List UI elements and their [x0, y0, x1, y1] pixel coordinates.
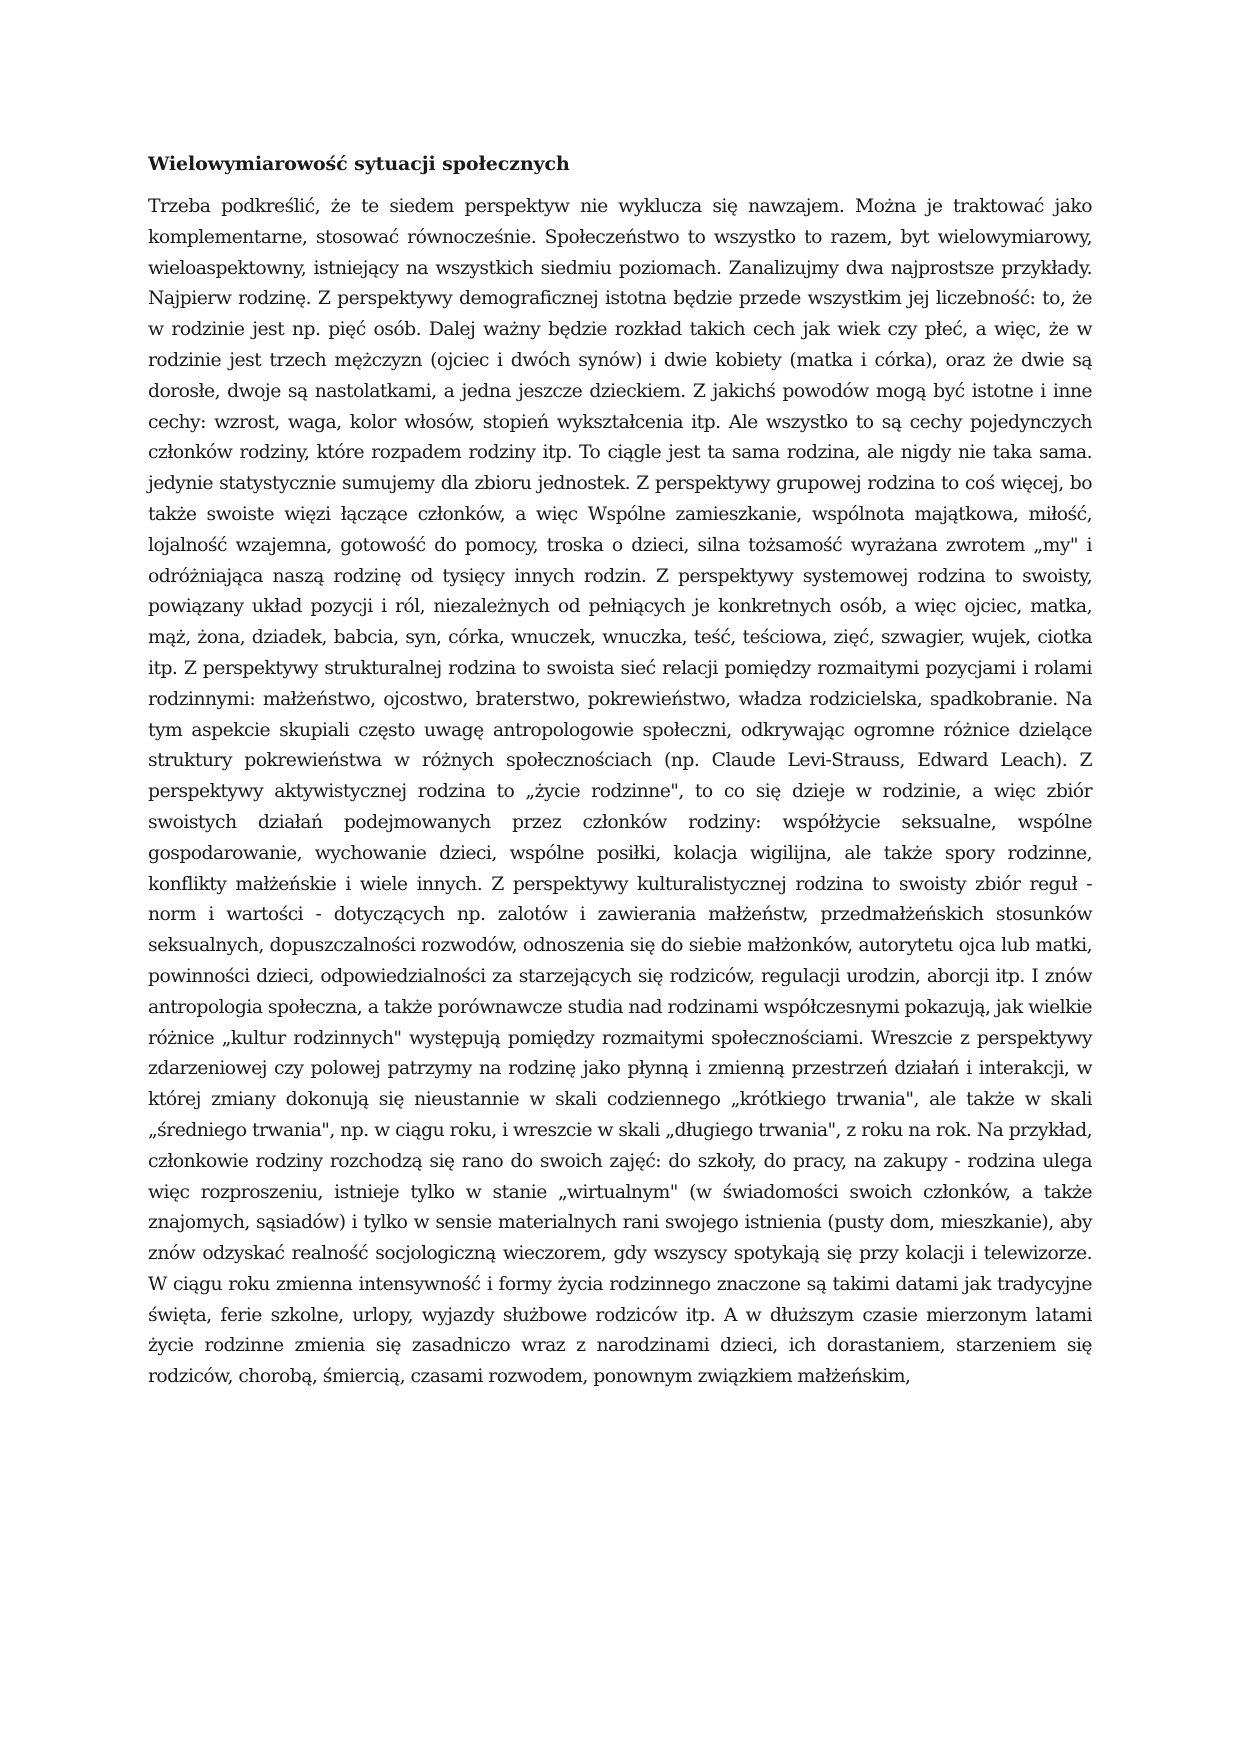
document-page — [148, 150, 1092, 1393]
document-body-paragraph: Trzeba podkreślić, że te siedem perspektyw nie wyklucza się nawzajem. Można je traktować jako komplementarne, stosować równocześnie. Społeczeństwo to wszystko to razem, byt wielowymiarowy, wieloaspektowny, istniejący na wszystkich siedmiu poziomach. Zanalizujmy dwa najprostsze przykłady. Najpierw rodzinę. Z perspektywy demograficznej istotna będzie przede wszystkim jej liczebność: to, że w rodzinie jest np. pięć osób. Dalej ważny będzie rozkład takich cech jak wiek czy płeć, a więc, że w rodzinie jest trzech mężczyzn (ojciec i dwóch synów) i dwie kobiety (matka i córka), oraz że dwie są dorosłe, dwoje są nastolatkami, a jedna jeszcze dzieckiem. Z jakichś powodów mogą być istotne i inne cechy: wzrost, waga, kolor włosów, stopień wykształcenia itp. Ale wszystko to są cechy pojedynczych członków rodziny, które rozpadem rodziny itp. To ciągle jest ta sama rodzina, ale nigdy nie taka sama. jedynie statystycznie sumujemy dla zbioru jednostek. Z perspektywy grupowej rodzina to coś więcej, bo także swoiste więzi łączące członków, a więc Wspólne zamieszkanie, wspólnota majątkowa, miłość, lojalność wzajemna, gotowość do pomocy, troska o dzieci, silna tożsamość wyrażana zwrotem „my" i odróżniająca naszą rodzinę od tysięcy innych rodzin. Z perspektywy systemowej rodzina to swoisty, powiązany układ pozycji i ról, niezależnych od pełniących je konkretnych osób, a więc ojciec, matka, mąż, żona, dziadek, babcia, syn, córka, wnuczek, wnuczka, teść, teściowa, zięć, szwagier, wujek, ciotka itp. Z perspektywy strukturalnej rodzina to swoista sieć relacji pomiędzy rozmaitymi pozycjami i rolami rodzinnymi: małżeństwo, ojcostwo, braterstwo, pokrewieństwo, władza rodzicielska, spadkobranie. Na tym aspekcie skupiali często uwagę antropologowie społeczni, odkrywając ogromne różnice dzielące struktury pokrewieństwa w różnych społecznościach (np. Claude Levi-Strauss, Edward Leach). Z perspektywy aktywistycznej rodzina to „życie rodzinne", to co się dzieje w rodzinie, a więc zbiór swoistych działań podejmowanych przez członków rodziny: współżycie seksualne, wspólne gospodarowanie, wychowanie dzieci, wspólne posiłki, kolacja wigilijna, ale także spory rodzinne, konflikty małżeńskie i wiele innych. Z perspektywy kulturalistycznej rodzina to swoisty zbiór reguł - norm i wartości - dotyczących np. zalotów i zawierania małżeństw, przedmałżeńskich stosunków seksualnych, dopuszczalności rozwodów, odnoszenia się do siebie małżonków, autorytetu ojca lub matki, powinności dzieci, odpowiedzialności za starzejących się rodziców, regulacji urodzin, aborcji itp. I znów antropologia społeczna, a także porównawcze studia nad rodzinami współczesnymi pokazują, jak wielkie różnice „kultur rodzinnych" występują pomiędzy rozmaitymi społecznościami. Wreszcie z perspektywy zdarzeniowej czy polowej patrzymy na rodzinę jako płynną i zmienną przestrzeń działań i interakcji, w której zmiany dokonują się nieustannie w skali codziennego „krótkiego trwania", ale także w skali „średniego trwania", np. w ciągu roku, i wreszcie w skali „długiego trwania", z roku na rok. Na przykład, członkowie rodziny rozchodzą się rano do swoich zajęć: do szkoły, do pracy, na zakupy - rodzina ulega więc rozproszeniu, istnieje tylko w stanie „wirtualnym" (w świadomości swoich członków, a także znajomych, sąsiadów) i tylko w sensie materialnych rani swojego istnienia (pusty dom, mieszkanie), aby znów odzyskać realność socjologiczną wieczorem, gdy wszyscy spotykają się przy kolacji i telewizorze. W ciągu roku zmienna intensywność i formy życia rodzinnego znaczone są takimi datami jak tradycyjne święta, ferie szkolne, urlopy, wyjazdy służbowe rodziców itp. A w dłuższym czasie mierzonym latami życie rodzinne zmienia się zasadniczo wraz z narodzinami dzieci, ich dorastaniem, starzeniem się rodziców, chorobą, śmiercią, czasami rozwodem, ponownym związkiem małżeńskim, — [148, 196, 1092, 1388]
document-title: Wielowymiarowość sytuacji społecznych — [148, 153, 570, 175]
